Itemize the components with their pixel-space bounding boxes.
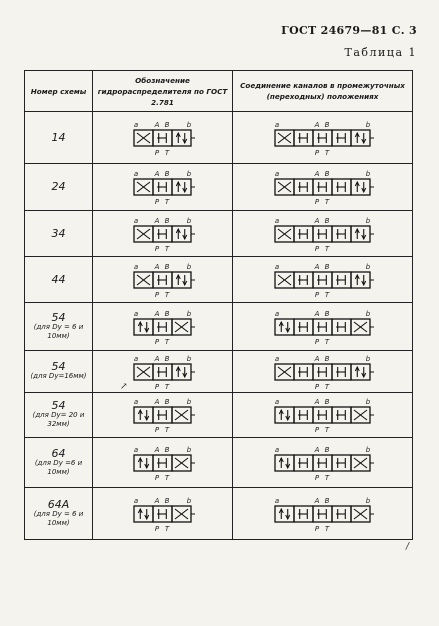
port-label-B: B [164, 445, 170, 454]
port-label-b: b [365, 216, 371, 225]
port-label-A: A [154, 445, 160, 454]
valve-position-box [351, 506, 370, 522]
port-label-P: P [314, 524, 320, 533]
valve-position-box [275, 364, 294, 380]
port-label-B: B [164, 120, 170, 129]
port-label-b: b [186, 120, 192, 129]
valve-position-box [351, 407, 370, 423]
port-label-P: P [314, 426, 320, 434]
valve-position-box [313, 407, 332, 423]
port-label-T: T [164, 290, 170, 299]
port-label-a: a [133, 216, 139, 225]
valve-position-box [294, 364, 313, 380]
table-label: Таблица 1 [344, 46, 417, 59]
valve-position-box [332, 364, 351, 380]
port-label-a: a [274, 170, 280, 178]
port-label-P: P [154, 337, 160, 346]
valve-designation-symbol [129, 214, 196, 254]
valve-position-box [294, 179, 313, 195]
port-label-b: b [365, 170, 371, 178]
valve-position-box [134, 226, 153, 242]
valve-designation-symbol [129, 260, 196, 300]
valve-position-box [172, 407, 191, 423]
port-label-T: T [324, 524, 330, 533]
scheme-number-cell [25, 164, 93, 211]
port-label-P: P [314, 290, 320, 299]
port-label-a: a [274, 309, 280, 318]
port-label-T: T [324, 148, 330, 157]
valve-position-box [172, 319, 191, 335]
port-label-P: P [154, 148, 160, 157]
port-label-b: b [186, 354, 192, 363]
table-row [25, 438, 413, 488]
valve-position-box [275, 407, 294, 423]
scheme-note: (для Dу = 6 и 10мм) [33, 322, 84, 340]
port-label-A: A [314, 445, 320, 454]
port-label-T: T [164, 473, 170, 482]
valve-position-box [153, 130, 172, 146]
port-label-B: B [164, 309, 170, 318]
port-label-A: A [154, 170, 160, 178]
header-connection: Соединение каналов в промежуточных (переходных) положениях [233, 71, 413, 112]
port-label-T: T [164, 244, 170, 253]
port-label-T: T [324, 382, 330, 391]
port-label-P: P [154, 524, 160, 533]
scheme-number-cell [25, 438, 93, 488]
port-label-B: B [164, 216, 170, 225]
port-label-A: A [314, 262, 320, 271]
valve-position-box [351, 179, 370, 195]
valve-position-box [313, 364, 332, 380]
port-label-a: a [274, 216, 280, 225]
valve-position-box [275, 455, 294, 471]
port-label-P: P [154, 290, 160, 299]
table-row [25, 211, 413, 257]
port-label-A: A [154, 216, 160, 225]
port-label-A: A [154, 354, 160, 363]
valve-position-box [332, 130, 351, 146]
port-label-A: A [314, 170, 320, 178]
port-label-P: P [154, 382, 160, 391]
port-label-A: A [314, 309, 320, 318]
valve-position-box [275, 319, 294, 335]
port-label-A: A [314, 120, 320, 129]
scheme-number-cell [25, 211, 93, 257]
valve-position-box [153, 319, 172, 335]
valve-position-box [172, 179, 191, 195]
port-label-P: P [314, 198, 320, 206]
connection-cell [233, 112, 413, 164]
designation-cell [93, 393, 233, 438]
connection-cell [233, 488, 413, 540]
designation-cell [93, 303, 233, 351]
valve-designation-symbol [129, 443, 196, 483]
port-label-a: a [274, 445, 280, 454]
port-label-A: A [154, 262, 160, 271]
port-label-b: b [365, 445, 371, 454]
valve-position-box [313, 455, 332, 471]
valve-designation-symbol [129, 395, 196, 435]
port-label-T: T [324, 198, 330, 206]
port-label-P: P [154, 426, 160, 434]
port-label-P: P [314, 244, 320, 253]
port-label-a: a [133, 262, 139, 271]
port-label-B: B [164, 354, 170, 363]
port-label-T: T [164, 148, 170, 157]
port-label-b: b [365, 262, 371, 271]
port-label-b: b [186, 170, 192, 178]
valve-position-box [313, 506, 332, 522]
port-label-A: A [154, 309, 160, 318]
table-row [25, 303, 413, 351]
valve-position-box [351, 226, 370, 242]
port-label-b: b [186, 496, 192, 505]
scheme-number: 34 [51, 226, 66, 240]
page-header: ГОСТ 24679—81 С. 3 [281, 24, 417, 37]
scheme-number: 44 [51, 272, 66, 286]
scheme-number: 14 [51, 130, 66, 144]
port-label-b: b [365, 354, 371, 363]
valve-designation-symbol [129, 352, 196, 392]
connection-cell [233, 211, 413, 257]
port-label-A: A [154, 120, 160, 129]
valve-position-box [153, 272, 172, 288]
connection-cell [233, 351, 413, 393]
scheme-number-cell [25, 303, 93, 351]
port-label-P: P [154, 198, 160, 206]
port-label-A: A [314, 216, 320, 225]
connection-cell [233, 164, 413, 211]
valve-position-box [351, 455, 370, 471]
port-label-T: T [164, 198, 170, 206]
designation-cell [93, 438, 233, 488]
port-label-P: P [154, 473, 160, 482]
port-label-a: a [274, 262, 280, 271]
valve-position-box [294, 319, 313, 335]
scheme-note: (для Dу =6 и 10мм) [34, 458, 83, 476]
port-label-T: T [324, 426, 330, 434]
port-label-B: B [164, 170, 170, 178]
designation-cell [93, 257, 233, 303]
port-label-B: B [324, 445, 330, 454]
port-label-b: b [186, 262, 192, 271]
port-label-T: T [324, 473, 330, 482]
port-label-T: T [164, 337, 170, 346]
valve-connection-symbol [270, 395, 375, 435]
port-label-P: P [314, 382, 320, 391]
port-label-a: a [274, 120, 280, 129]
port-label-b: b [365, 120, 371, 129]
designation-cell [93, 211, 233, 257]
port-label-T: T [164, 426, 170, 434]
port-label-b: b [186, 216, 192, 225]
connection-cell [233, 303, 413, 351]
port-label-A: A [154, 398, 160, 406]
valve-position-box [153, 226, 172, 242]
valve-position-box [275, 130, 294, 146]
valve-position-box [351, 272, 370, 288]
port-label-a: a [133, 354, 139, 363]
valve-position-box [134, 364, 153, 380]
port-label-P: P [154, 244, 160, 253]
port-label-a: a [133, 309, 139, 318]
header-designation: Обозначение гидрораспределителя по ГОСТ 2.781 [93, 71, 233, 112]
scheme-number-cell [25, 393, 93, 438]
valve-designation-symbol [129, 118, 196, 158]
valve-position-box [294, 407, 313, 423]
valve-position-box [134, 506, 153, 522]
scheme-number: 64 [51, 446, 66, 460]
port-label-a: a [274, 354, 280, 363]
valve-position-box [332, 179, 351, 195]
scheme-note: (для Dу=16мм) [30, 372, 87, 380]
scheme-note: (для Dу= 20 и 32мм) [32, 411, 85, 428]
port-label-b: b [186, 445, 192, 454]
port-label-b: b [365, 309, 371, 318]
valve-position-box [172, 226, 191, 242]
port-label-T: T [324, 337, 330, 346]
scheme-number-cell [25, 257, 93, 303]
valve-position-box [134, 272, 153, 288]
valve-connection-symbol [270, 352, 375, 392]
valve-position-box [275, 179, 294, 195]
valve-position-box [351, 319, 370, 335]
valve-position-box [351, 130, 370, 146]
port-label-b: b [365, 496, 371, 505]
table-row [25, 488, 413, 540]
valve-position-box [332, 506, 351, 522]
port-label-a: a [133, 170, 139, 178]
valve-position-box [134, 179, 153, 195]
valve-position-box [275, 272, 294, 288]
port-label-P: P [314, 337, 320, 346]
table-row [25, 393, 413, 438]
valve-position-box [351, 364, 370, 380]
port-label-A: A [314, 398, 320, 406]
valve-position-box [275, 226, 294, 242]
valve-position-box [153, 407, 172, 423]
scheme-number-cell [25, 112, 93, 164]
valve-designation-symbol [129, 494, 196, 534]
valve-position-box [172, 272, 191, 288]
connection-cell [233, 257, 413, 303]
valve-position-box [313, 226, 332, 242]
valve-position-box [153, 506, 172, 522]
connection-cell [233, 393, 413, 438]
margin-arrow-mark: ↗ [120, 382, 128, 392]
valve-connection-symbol [270, 260, 375, 300]
valve-position-box [172, 506, 191, 522]
valve-position-box [332, 319, 351, 335]
table-header-row [25, 71, 413, 112]
port-label-T: T [164, 524, 170, 533]
valve-position-box [153, 364, 172, 380]
port-label-A: A [314, 496, 320, 505]
port-label-a: a [133, 496, 139, 505]
valve-connection-symbol [270, 494, 375, 534]
port-label-a: a [274, 398, 280, 406]
valve-position-box [134, 130, 153, 146]
port-label-b: b [186, 398, 192, 406]
valve-designation-symbol [129, 167, 196, 207]
scheme-number: 54 [51, 360, 66, 373]
port-label-B: B [164, 262, 170, 271]
port-label-B: B [324, 398, 330, 406]
port-label-B: B [324, 309, 330, 318]
valve-position-box [332, 272, 351, 288]
designation-cell [93, 488, 233, 540]
valve-position-box [313, 179, 332, 195]
valve-position-box [294, 226, 313, 242]
port-label-B: B [164, 496, 170, 505]
scheme-number: 64А [47, 497, 70, 511]
valve-position-box [313, 130, 332, 146]
valve-position-box [294, 455, 313, 471]
port-label-A: A [314, 354, 320, 363]
scheme-number: 54 [51, 310, 66, 324]
port-label-b: b [365, 398, 371, 406]
table-row [25, 257, 413, 303]
valve-position-box [172, 364, 191, 380]
designation-cell [93, 112, 233, 164]
scheme-number: 54 [51, 399, 66, 412]
port-label-B: B [324, 170, 330, 178]
table-row [25, 351, 413, 393]
valve-scheme-table [24, 70, 413, 540]
valve-position-box [172, 455, 191, 471]
table-row [25, 164, 413, 211]
port-label-P: P [314, 148, 320, 157]
valve-designation-symbol [129, 307, 196, 347]
margin-tick-mark: / [406, 542, 410, 552]
valve-position-box [172, 130, 191, 146]
port-label-B: B [324, 496, 330, 505]
valve-position-box [332, 455, 351, 471]
valve-connection-symbol [270, 214, 375, 254]
valve-position-box [134, 407, 153, 423]
table-row [25, 112, 413, 164]
port-label-P: P [314, 473, 320, 482]
valve-connection-symbol [270, 307, 375, 347]
valve-connection-symbol [270, 118, 375, 158]
valve-position-box [332, 407, 351, 423]
port-label-B: B [324, 216, 330, 225]
port-label-B: B [324, 354, 330, 363]
scheme-note: (для Dу = 6 и 10мм) [33, 509, 84, 527]
header-number: Номер схемы [25, 71, 93, 112]
port-label-T: T [324, 290, 330, 299]
port-label-a: a [133, 120, 139, 129]
connection-cell [233, 438, 413, 488]
scheme-number-cell [25, 488, 93, 540]
valve-position-box [153, 455, 172, 471]
valve-position-box [134, 319, 153, 335]
valve-position-box [313, 272, 332, 288]
port-label-B: B [324, 262, 330, 271]
valve-position-box [294, 506, 313, 522]
port-label-a: a [274, 496, 280, 505]
port-label-T: T [324, 244, 330, 253]
valve-position-box [313, 319, 332, 335]
port-label-B: B [164, 398, 170, 406]
valve-position-box [153, 179, 172, 195]
port-label-b: b [186, 309, 192, 318]
scheme-number: 24 [51, 180, 66, 193]
valve-position-box [134, 455, 153, 471]
port-label-T: T [164, 382, 170, 391]
port-label-B: B [324, 120, 330, 129]
port-label-a: a [133, 398, 139, 406]
port-label-a: a [133, 445, 139, 454]
scheme-number-cell [25, 351, 93, 393]
valve-connection-symbol [270, 443, 375, 483]
valve-position-box [294, 130, 313, 146]
designation-cell [93, 351, 233, 393]
valve-position-box [275, 506, 294, 522]
port-label-A: A [154, 496, 160, 505]
valve-position-box [294, 272, 313, 288]
designation-cell [93, 164, 233, 211]
valve-connection-symbol [270, 167, 375, 207]
valve-position-box [332, 226, 351, 242]
